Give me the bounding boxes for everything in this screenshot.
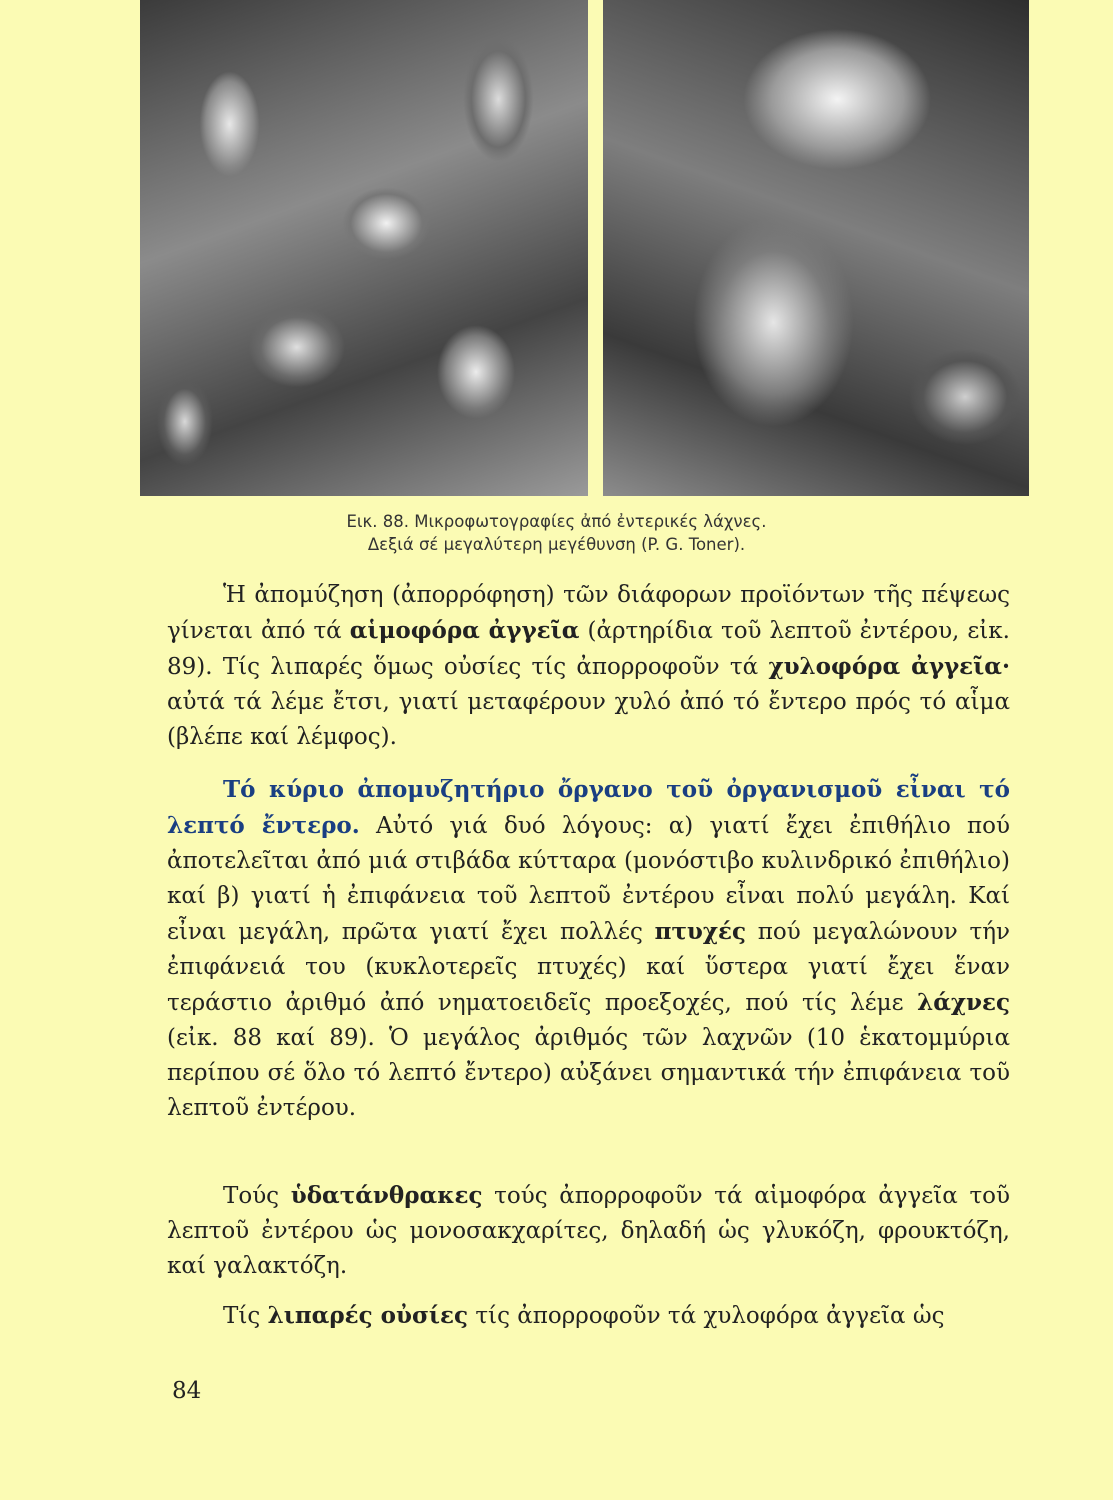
caption-line-1: Εικ. 88. Μικροφωτογραφίες ἀπό ἐντερικές λάχνες. — [346, 512, 767, 531]
p2-blue-heading: Τό κύριο ἀπομυζητήριο ὄργανο τοῦ ὀργανισμοῦ εἶναι τό λεπτό ἔντερο. — [167, 776, 1010, 839]
p1-bold-blood-vessels: αἱμοφόρα ἀγγεῖα — [349, 617, 580, 644]
p1-bold-lymph-vessels: χυλοφόρα ἀγγεῖα· — [768, 653, 1011, 680]
p2-text-1: Αὐτό γιά δυό λόγους: α) γιατί ἔχει ἐπιθήλιο πού ἀποτελεῖται ἀπό μιά στιβάδα κύτταρα (μονόστιβο κυλινδρικό ἐπιθήλιο) καί β) γιατί ἡ ἐπιφάνεια τοῦ λεπτοῦ ἐντέρου εἶναι πολύ μεγάλη. Καί εἶναι μεγάλη, πρῶτα γιατί ἔχει πολλές — [167, 813, 1010, 945]
p3-text-2: τούς ἀπορροφοῦν τά αἱμοφόρα ἀγγεῖα τοῦ λεπτοῦ ἐντέρου ὡς μονοσακχαρίτες, δηλαδή ὡς γλυκόζη, φρουκτόζη, καί γαλακτόζη. — [167, 1183, 1010, 1279]
p2-bold-villi: λάχνες — [917, 989, 1010, 1016]
p4-text-2: τίς ἀπορροφοῦν τά χυλοφόρα ἀγγεῖα ὡς — [468, 1303, 945, 1329]
p3-bold-carbohydrates: ὑδατάνθρακες — [290, 1182, 483, 1209]
p4-text-1: Τίς — [223, 1303, 268, 1329]
p4-bold-fats: λιπαρές οὐσίες — [267, 1302, 469, 1329]
caption-line-2: Δεξιά σέ μεγαλύτερη μεγέθυνση (P. G. Toner). — [367, 535, 746, 554]
p2-text-3: (εἰκ. 88 καί 89). Ὁ μεγάλος ἀριθμός τῶν λαχνῶν (10 ἑκατομμύρια περίπου σέ ὅλο τό λεπτό ἔντερο) αὐξάνει σημαντικά τήν ἐπιφάνεια τοῦ λεπτοῦ ἐντέρου. — [167, 1025, 1010, 1121]
paragraph-small-intestine — [167, 772, 1010, 1126]
p2-bold-folds: πτυχές — [654, 918, 747, 945]
paragraph-carbohydrates — [167, 1178, 1010, 1284]
paragraph-absorption — [167, 578, 1010, 755]
figure-caption — [0, 510, 1113, 556]
p1-text-1: Ἡ ἀπομύζηση (ἀπορρόφηση) τῶν διάφορων προϊόντων τῆς πέψεως γίνεται ἀπό τά — [167, 582, 1010, 644]
p2-text-2: πού μεγαλώνουν τήν ἐπιφάνειά του (κυκλοτερεῖς πτυχές) καί ὕστερα γιατί ἔχει ἕναν τεράστιο ἀριθμό ἀπό νηματοειδεῖς προεξοχές, πού τίς λέμε — [167, 919, 1010, 1016]
p1-text-2: (ἀρτηρίδια τοῦ λεπτοῦ ἐντέρου, εἰκ. 89). Τίς λιπαρές ὅμως οὐσίες τίς ἀπορροφοῦν τά — [167, 618, 1010, 680]
right-image-label — [603, 0, 604, 1]
p3-text-1: Τούς — [223, 1183, 291, 1209]
page-number: 84 — [172, 1378, 202, 1404]
p1-text-3: αὐτά τά λέμε ἔτσι, γιατί μεταφέρουν χυλό ἀπό τό ἔντερο πρός τό αἷμα (βλέπε καί λέμφος). — [167, 689, 1010, 750]
paragraph-fats — [167, 1298, 1010, 1334]
left-image-label — [140, 0, 141, 1]
microphotograph-left — [140, 0, 588, 496]
microphotograph-right — [603, 0, 1029, 496]
